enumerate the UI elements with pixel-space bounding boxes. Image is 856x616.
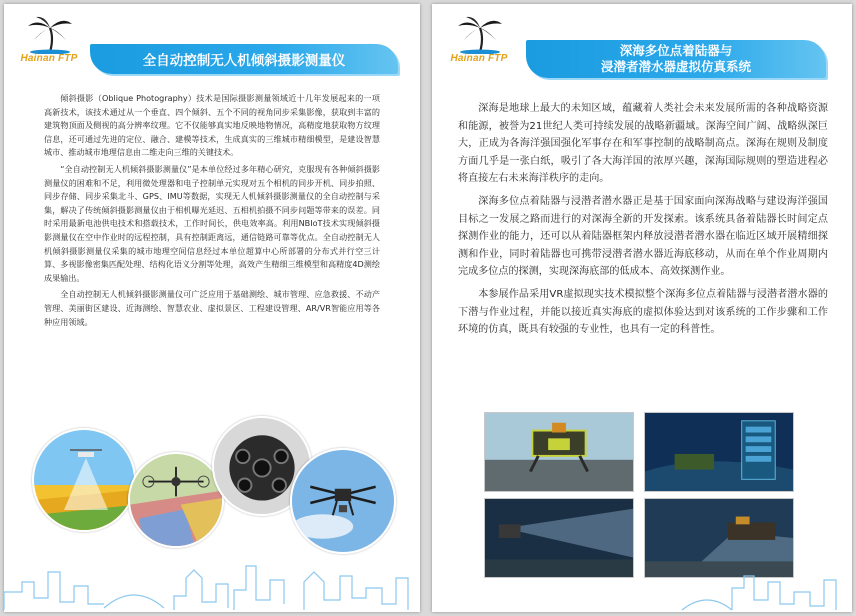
left-page xyxy=(4,4,420,612)
article-body xyxy=(458,100,828,344)
paragraph: 深海多位点着陆器与浸潜者潜水器正是基于国家面向深海战略与建设海洋强国目标之一发展之路而进行的对深海全新的开发探索。该系统具备着陆器长时间定点探测作业的能力，还可以从着陆器框架内释放浸潜者潜水器在临近区域开展精细探测和作业，同时着陆器也可携带浸潜者潜水器近海底移动，从而在单个作业周期内完成多位点的探测，实现深海底部的低成本、高效探测作业。 xyxy=(458,195,828,278)
logo-text: Hainan FTP xyxy=(20,53,78,64)
lander-vr-screenshot xyxy=(484,412,634,492)
paragraph: “全自动控制无人机倾斜摄影测量仪”是本单位经过多年精心研究，克服现有各种倾斜摄影测量仪的困难和不足，利用微处理器和电子控制单元实现对五个相机的同步开机、同步拍照、同步存储、同步采集北斗、GPS、IMU等数据，实现无人机倾斜摄影测量仪的全自动控制与采集，解决了传统倾斜摄影测量仪由于相机曝光延迟、五相机拍摄不同步问题等带来的误差。同时采用最新电池供电技术和搭载技术，工作时间长，供电效率高。利用NBIoT技术实现倾斜摄影测量仪在空中作业时的远程控制，具有控制距离远，通信链路可靠等优点。全自动控制无人机倾斜摄影测量仪采集的城市地理空间信息经过本单位超算中心所部署的分布式并行空三计算、多视影像密集匹配处理、结构化语义分割等处理，高效产生精细三维模型和高精度4D测绘成果输出。 xyxy=(44,163,380,283)
paragraph: 倾斜摄影（Oblique Photography）技术是国际摄影测量领域近十几年发展起来的一项高新技术，该技术通过从一个垂直、四个倾斜、五个不同的视角同步采集影像，获取到丰富的建筑物顶面及侧视的高分辨率纹理。它不仅能够真实地反映地物情况，高精度地获取物方纹理信息，还可通过先进的定位、融合、建模等技术，生成真实的三维城市精细模型，是建设智慧城市、推动城市地理信息由二维走向三维的关键技术。 xyxy=(44,93,380,158)
page-title-banner xyxy=(526,40,826,78)
article-body xyxy=(44,92,380,332)
hainan-ftp-logo xyxy=(18,16,80,64)
palm-tree-icon xyxy=(24,16,74,54)
control-panel-vr-screenshot xyxy=(644,412,794,492)
paragraph: 全自动控制无人机倾斜摄影测量仪可广泛应用于基础测绘、城市管理、应急救援、不动产管理、美丽街区建设、近海测绘、智慧农业、虚拟景区、工程建设管理、AR/VR智能应用等各种应用领域。 xyxy=(44,289,380,327)
right-page xyxy=(432,4,852,612)
hainan-ftp-logo xyxy=(448,16,510,64)
page-title-banner xyxy=(90,44,398,74)
palm-tree-icon xyxy=(454,16,504,54)
city-skyline-decoration xyxy=(432,552,852,612)
page-title-line-1: 深海多位点着陆器与 xyxy=(619,43,733,58)
city-skyline-decoration xyxy=(4,542,420,612)
paragraph: 深海是地球上最大的未知区域，蕴藏着人类社会未来发展所需的各种战略资源和能源，被誉为21世纪人类可持续发展的战略新疆域。深海空间广阔、战略纵深巨大，正成为各海洋强国强化军事存在和军事控制的战略制高点。深海在规则及制度方面几乎是一张白纸，吸引了各大海洋国的浓厚兴趣，深海国际规则的塑造进程必将直接左右未来海洋秩序的走向。 xyxy=(458,103,828,185)
page-title: 全自动控制无人机倾斜摄影测量仪 xyxy=(142,53,346,69)
octocopter-sky-image xyxy=(290,448,396,554)
hexacopter-map-image xyxy=(128,452,224,548)
page-title-line-2: 浸潜者潜水器虚拟仿真系统 xyxy=(600,59,751,74)
drone-survey-field-image xyxy=(32,428,136,532)
logo-text: Hainan FTP xyxy=(450,53,508,64)
paragraph: 本参展作品采用VR虚拟现实技术模拟整个深海多位点着陆器与浸潜者潜水器的下潜与作业过程，并能以接近真实海底的虚拟体验达到对该系统的工作步骤和工作环境的仿真，既具有较强的专业性，也具有一定的科普性。 xyxy=(458,288,828,336)
